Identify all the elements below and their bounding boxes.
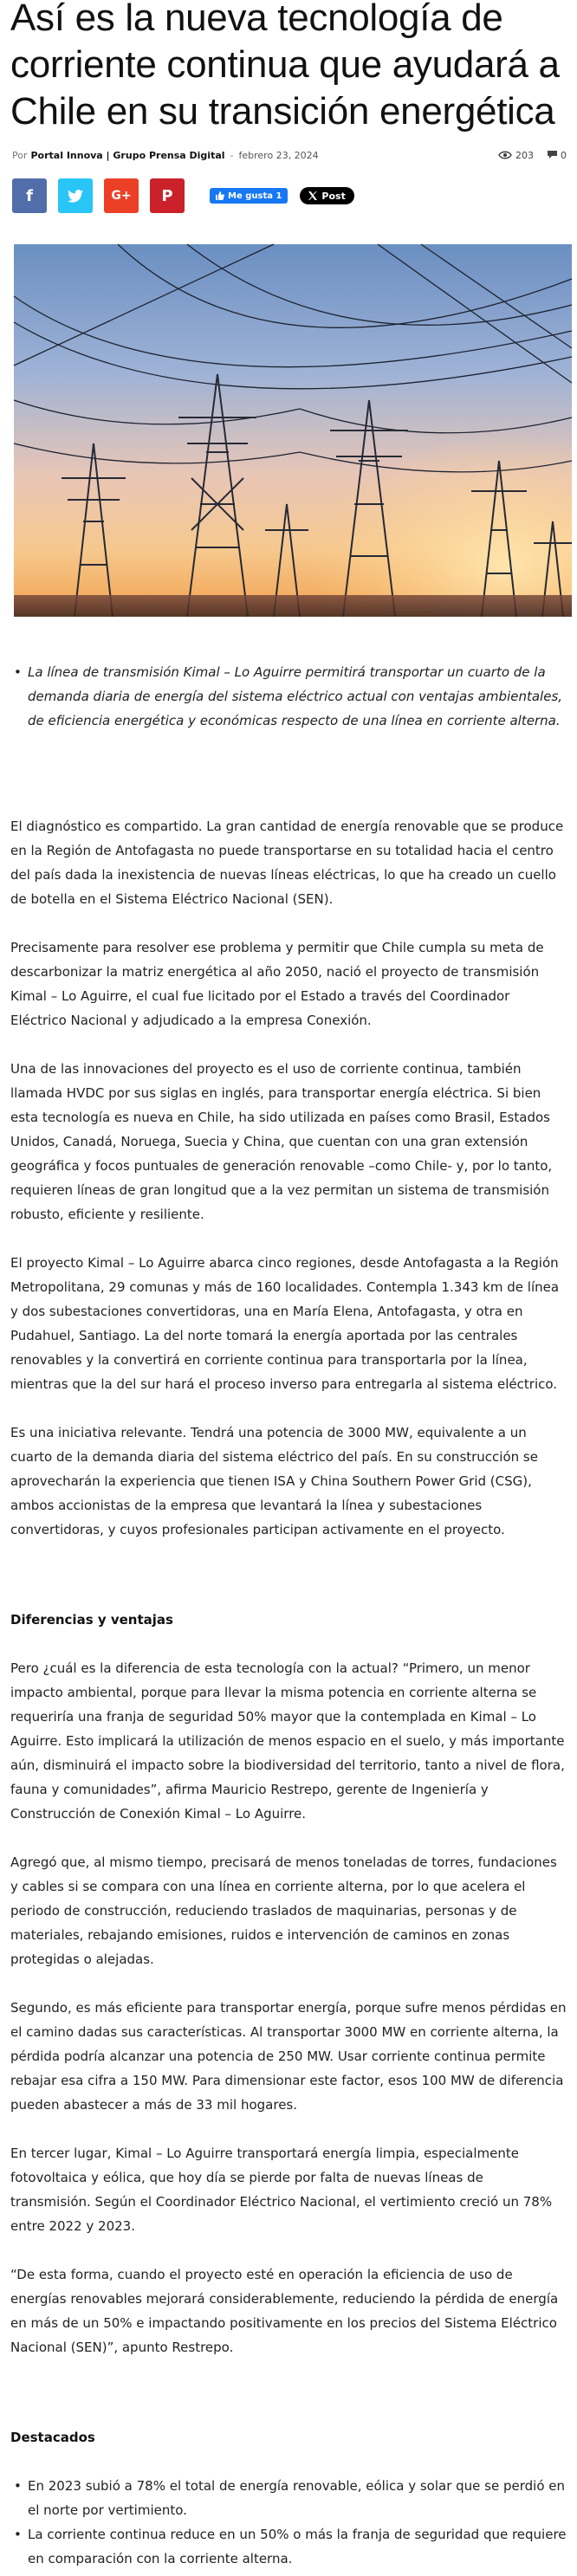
paragraph: En tercer lugar, Kimal – Lo Aguirre transportará energía limpia, especialmente fotovoltaica y eólica, que hoy día se pierde por falta de nuevas líneas de transmisión. Según el Coordinador Eléctrico Nacional, el vertimiento creció un 78% entre 2022 y 2023. bbox=[10, 2146, 553, 2234]
author-link[interactable]: Portal Innova | Grupo Prensa Digital bbox=[30, 149, 225, 161]
article-stats bbox=[498, 150, 567, 161]
paragraph: El proyecto Kimal – Lo Aguirre abarca cinco regiones, desde Antofagasta a la Región Metropolitana, 29 comunas y más de 160 localidades. Contempla 1.343 km de línea y dos subestaciones convertidoras, una en María Elena, Antofagasta, y otra en Pudahuel, Santiago. La del norte tomará la energía aportada por las centrales renovables y la convertirá en corriente continua para transportarla por la línea, mientras que la del sur hará el proceso inverso para entregarla al sistema eléctrico. bbox=[10, 1255, 560, 1392]
hero-power-lines-photo bbox=[14, 244, 572, 617]
article-meta bbox=[12, 147, 567, 163]
pinterest-icon: P bbox=[161, 186, 173, 205]
highlight-item: • La corriente continua reduce en un 50% o más la franja de seguridad que requiere en comparación con la corriente alterna. bbox=[0, 2522, 567, 2571]
highlight-item: • En 2023 subió a 78% el total de energía renovable, eólica y solar que se perdió en el norte por vertimiento. bbox=[0, 2474, 567, 2522]
views-stat bbox=[498, 150, 534, 161]
paragraph: Es una iniciativa relevante. Tendrá una potencia de 3000 MW, equivalente a un cuarto de la demanda diaria del sistema eléctrico del país. En su construcción se aprovecharán la experiencia que tienen ISA y China Southern Power Grid (CSG), ambos accionistas de la empresa que levantará la línea y subestaciones convertidoras, y cuyos profesionales participan activamente en el proyecto. bbox=[10, 1425, 538, 1537]
comment-icon bbox=[548, 151, 557, 159]
google-plus-icon: G+ bbox=[111, 189, 132, 203]
paragraph: El diagnóstico es compartido. La gran cantidad de energía renovable que se produce en la Región de Antofagasta no puede transportarse en su totalidad hacia el centro del país dada la inexistencia de nuevas líneas eléctricas, lo que ha creado un cuello de botella en el Sistema Eléctrico Nacional (SEN). bbox=[10, 819, 564, 907]
paragraph: “De esta forma, cuando el proyecto esté en operación la eficiencia de uso de energías renovables mejorará considerablemente, reduciendo la pérdida de energía en más de un 50% e impactando positivamente en los precios del Sistema Eléctrico Nacional (SEN)”, apunto Restrepo. bbox=[10, 2267, 559, 2355]
facebook-share-button[interactable] bbox=[12, 178, 47, 213]
lede-list bbox=[0, 660, 567, 733]
eye-icon bbox=[498, 151, 512, 159]
paragraph: Precisamente para resolver ese problema y permitir que Chile cumpla su meta de descarbonizar la matriz energética al año 2050, nació el proyecto de transmisión Kimal – Lo Aguirre, el cual fue licitado por el Estado a través del Coordinador Eléctrico Nacional y adjudicado a la empresa Conexión. bbox=[10, 940, 544, 1028]
paragraph: Segundo, es más eficiente para transportar energía, porque sufre menos pérdidas en el camino dadas sus características. Al transportar 3000 MW en corriente alterna, la pérdida podría alcanzar una potencia de 250 MW. Usar corriente continua permite rebajar esa cifra a 150 MW. Para dimensionar este factor, esos 100 MW de diferencia pueden abastecer a más de 33 mil hogares. bbox=[10, 2000, 567, 2113]
paragraph: Pero ¿cuál es la diferencia de esta tecnología con la actual? “Primero, un menor impacto ambiental, porque para llevar la misma potencia en corriente alterna se requeriría una franja de seguridad 50% mayor que la contemplada en Kimal – Lo Aguirre. Esto implicará la utilización de menos espacio en el suelo, y más importante aún, disminuirá el impacto sobre la biodiversidad del territorio, tanto a nivel de flora, fauna y comunidades”, afirma Mauricio Restrepo, gerente de Ingeniería y Construcción de Conexión Kimal – Lo Aguirre. bbox=[10, 1660, 565, 1822]
comments-stat[interactable] bbox=[548, 150, 567, 161]
article-title: Así es la nueva tecnología de corriente continua que ayudará a Chile en su transición energética bbox=[10, 0, 560, 133]
ground-strip bbox=[14, 595, 572, 617]
lede-item: • La línea de transmisión Kimal – Lo Aguirre permitirá transportar un cuarto de la demanda diaria de energía del sistema eléctrico actual con ventajas ambientales, de eficiencia energética y económicas respecto de una línea en corriente alterna. bbox=[0, 660, 567, 733]
section-heading-highlights: Destacados bbox=[10, 2430, 95, 2445]
section-heading-differences: Diferencias y ventajas bbox=[10, 1612, 173, 1628]
meta-separator: - bbox=[230, 149, 234, 161]
google-plus-share-button[interactable] bbox=[104, 178, 139, 213]
facebook-like-button[interactable] bbox=[210, 188, 288, 204]
facebook-icon: f bbox=[26, 186, 33, 205]
paragraph: Agregó que, al mismo tiempo, precisará de menos toneladas de torres, fundaciones y cables si se compara con una línea en corriente alterna, por lo que acelera el periodo de construcción, reduciendo traslados de maquinarias, personas y de materiales, rebajando emisiones, ruidos e intervención de caminos en zonas protegidas o alejadas. bbox=[10, 1854, 557, 1967]
byline-prefix: Por bbox=[12, 149, 28, 161]
paragraph: Una de las innovaciones del proyecto es el uso de corriente continua, también llamada HVDC por sus siglas en inglés, para transportar energía eléctrica. Si bien esta tecnología es nueva en Chile, ha sido utilizada en países como Brasil, Estados Unidos, Canadá, Noruega, Suecia y China, que cuentan con una gran extensión geográfica y focos puntuales de generación renovable –como Chile- y, por lo tanto, requieren líneas de gran longitud que a la vez permitan un sistema de transmisión robusto, eficiente y resiliente. bbox=[10, 1061, 553, 1222]
highlights-list bbox=[0, 2474, 577, 2571]
publish-date: febrero 23, 2024 bbox=[238, 149, 319, 161]
views-count: 203 bbox=[515, 149, 534, 161]
twitter-share-button[interactable] bbox=[58, 178, 93, 213]
share-bar bbox=[12, 177, 577, 215]
comments-count: 0 bbox=[561, 149, 567, 161]
post-label: Post bbox=[321, 190, 346, 202]
x-logo-icon bbox=[308, 191, 317, 200]
twitter-icon bbox=[68, 190, 83, 203]
like-label: Me gusta 1 bbox=[228, 191, 282, 201]
pinterest-share-button[interactable] bbox=[150, 178, 185, 213]
x-post-button[interactable] bbox=[300, 187, 353, 204]
thumbs-up-icon bbox=[216, 191, 224, 200]
